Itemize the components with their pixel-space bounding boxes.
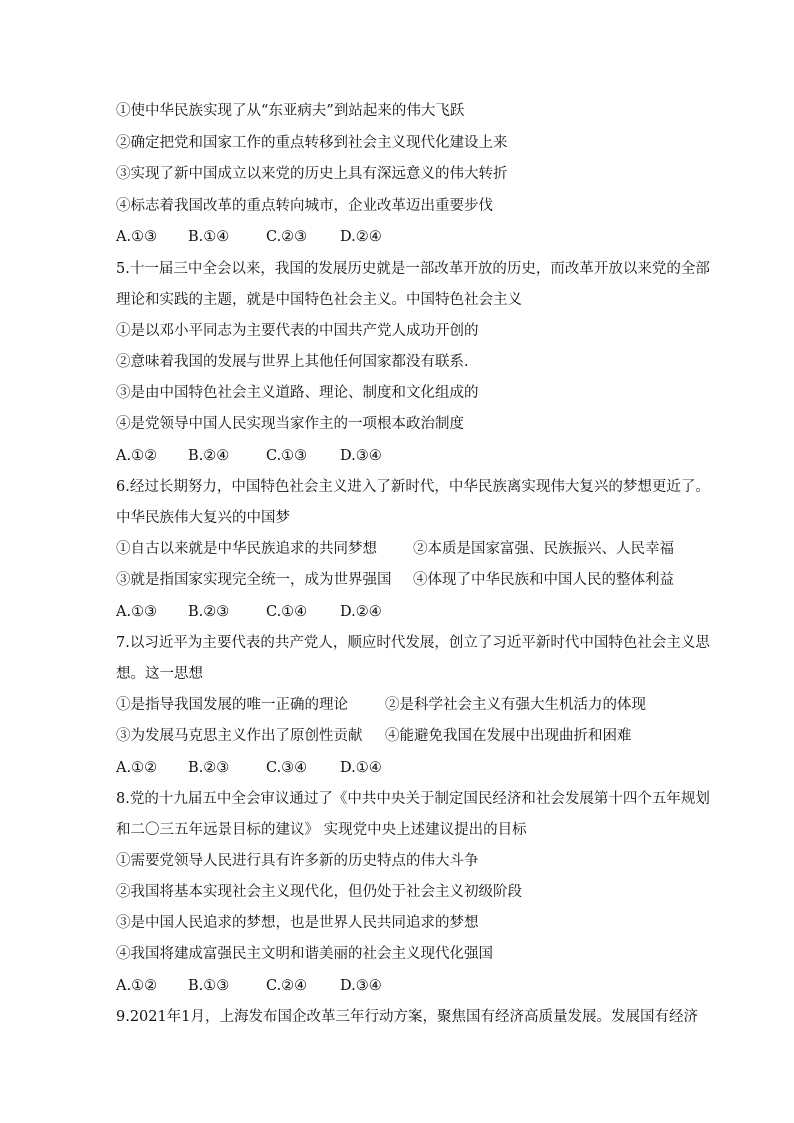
q7-answer-b: B.②③	[188, 760, 230, 776]
q4-answer-d: D.②④	[340, 229, 382, 245]
q6-stem-line-1: 6.经过长期努力，中国特色社会主义进入了新时代，中华民族离实现伟大复兴的梦想更近了。	[116, 479, 710, 495]
q4-option-4: ④标志着我国改革的重点转向城市，企业改革迈出重要步伐	[116, 198, 493, 214]
q8-answer-choices	[116, 976, 382, 996]
q5-stem-line-2: 理论和实践的主题，就是中国特色社会主义。中国特色社会主义	[116, 292, 522, 308]
q7-option-2: ②是科学社会主义有强大生机活力的体现	[385, 697, 646, 713]
q4-answer-c: C.②③	[266, 229, 308, 245]
q6-answer-b: B.②③	[188, 604, 230, 620]
q6-option-2: ②本质是国家富强、民族振兴、人民幸福	[413, 541, 674, 557]
q6-option-4: ④体现了中华民族和中国人民的整体利益	[413, 572, 674, 588]
q7-option-4: ④能避免我国在发展中出现曲折和困难	[385, 728, 632, 744]
q8-answer-d: D.③④	[340, 978, 382, 994]
q5-answer-choices	[116, 446, 382, 466]
q8-option-2: ②我国将基本实现社会主义现代化，但仍处于社会主义初级阶段	[116, 884, 522, 900]
q6-stem-line-2: 中华民族伟大复兴的中国梦	[116, 510, 290, 526]
q5-option-4: ④是党领导中国人民实现当家作主的一项根本政治制度	[116, 416, 464, 432]
q6-answer-d: D.②④	[340, 604, 382, 620]
q4-answer-a: A.①③	[116, 229, 158, 245]
q7-option-3: ③为发展马克思主义作出了原创性贡献	[116, 728, 363, 744]
q8-answer-a: A.①②	[116, 978, 158, 994]
q4-answer-b: B.①④	[188, 229, 230, 245]
q5-answer-c: C.①③	[266, 448, 308, 464]
q8-option-4: ④我国将建成富强民主文明和谐美丽的社会主义现代化强国	[116, 946, 493, 962]
q6-answer-choices	[116, 602, 382, 622]
q6-answer-c: C.①④	[266, 604, 308, 620]
q7-answer-c: C.③④	[266, 760, 308, 776]
q5-option-2: ②意味着我国的发展与世界上其他任何国家都没有联系.	[116, 354, 469, 370]
q5-option-1: ①是以邓小平同志为主要代表的中国共产党人成功开创的	[116, 323, 479, 339]
q6-answer-a: A.①③	[116, 604, 158, 620]
q5-stem-line-1: 5.十一届三中全会以来，我国的发展历史就是一部改革开放的历史，而改革开放以来党的全部	[116, 261, 710, 277]
q5-answer-a: A.①②	[116, 448, 158, 464]
q7-option-1: ①是指导我国发展的唯一正确的理论	[116, 697, 348, 713]
q5-answer-b: B.②④	[188, 448, 230, 464]
q8-answer-b: B.①③	[188, 978, 230, 994]
q6-option-3: ③就是指国家实现完全统一，成为世界强国	[116, 572, 392, 588]
q4-answer-choices	[116, 227, 382, 247]
q5-answer-d: D.③④	[340, 448, 382, 464]
q7-stem-line-2: 想。这一思想	[116, 666, 203, 682]
q4-option-2: ②确定把党和国家工作的重点转移到社会主义现代化建设上来	[116, 135, 508, 151]
q9-stem-line-1: 9.2021年1月，上海发布国企改革三年行动方案，聚焦国有经济高质量发展。发展国有经济	[116, 1009, 698, 1025]
q6-option-1: ①自古以来就是中华民族追求的共同梦想	[116, 541, 377, 557]
q4-option-3: ③实现了新中国成立以来党的历史上具有深远意义的伟大转折	[116, 166, 508, 182]
q8-option-1: ①需要党领导人民进行具有许多新的历史特点的伟大斗争	[116, 853, 479, 869]
q8-answer-c: C.②④	[266, 978, 308, 994]
q8-stem-line-1: 8.党的十九届五中全会审议通过了《中共中央关于制定国民经济和社会发展第十四个五年规划	[116, 791, 710, 807]
q7-answer-d: D.①④	[340, 760, 382, 776]
q7-answer-choices	[116, 758, 382, 778]
q8-option-3: ③是中国人民追求的梦想，也是世界人民共同追求的梦想	[116, 915, 479, 931]
q7-answer-a: A.①②	[116, 760, 158, 776]
q4-option-1: ①使中华民族实现了从“东亚病夫”到站起来的伟大飞跃	[116, 103, 465, 119]
q8-stem-line-2: 和二〇三五年远景目标的建议》 实现党中央上述建议提出的目标	[116, 822, 527, 838]
q7-stem-line-1: 7.以习近平为主要代表的共产党人，顺应时代发展，创立了习近平新时代中国特色社会主义思	[116, 635, 710, 651]
q5-option-3: ③是由中国特色社会主义道路、理论、制度和文化组成的	[116, 385, 479, 401]
